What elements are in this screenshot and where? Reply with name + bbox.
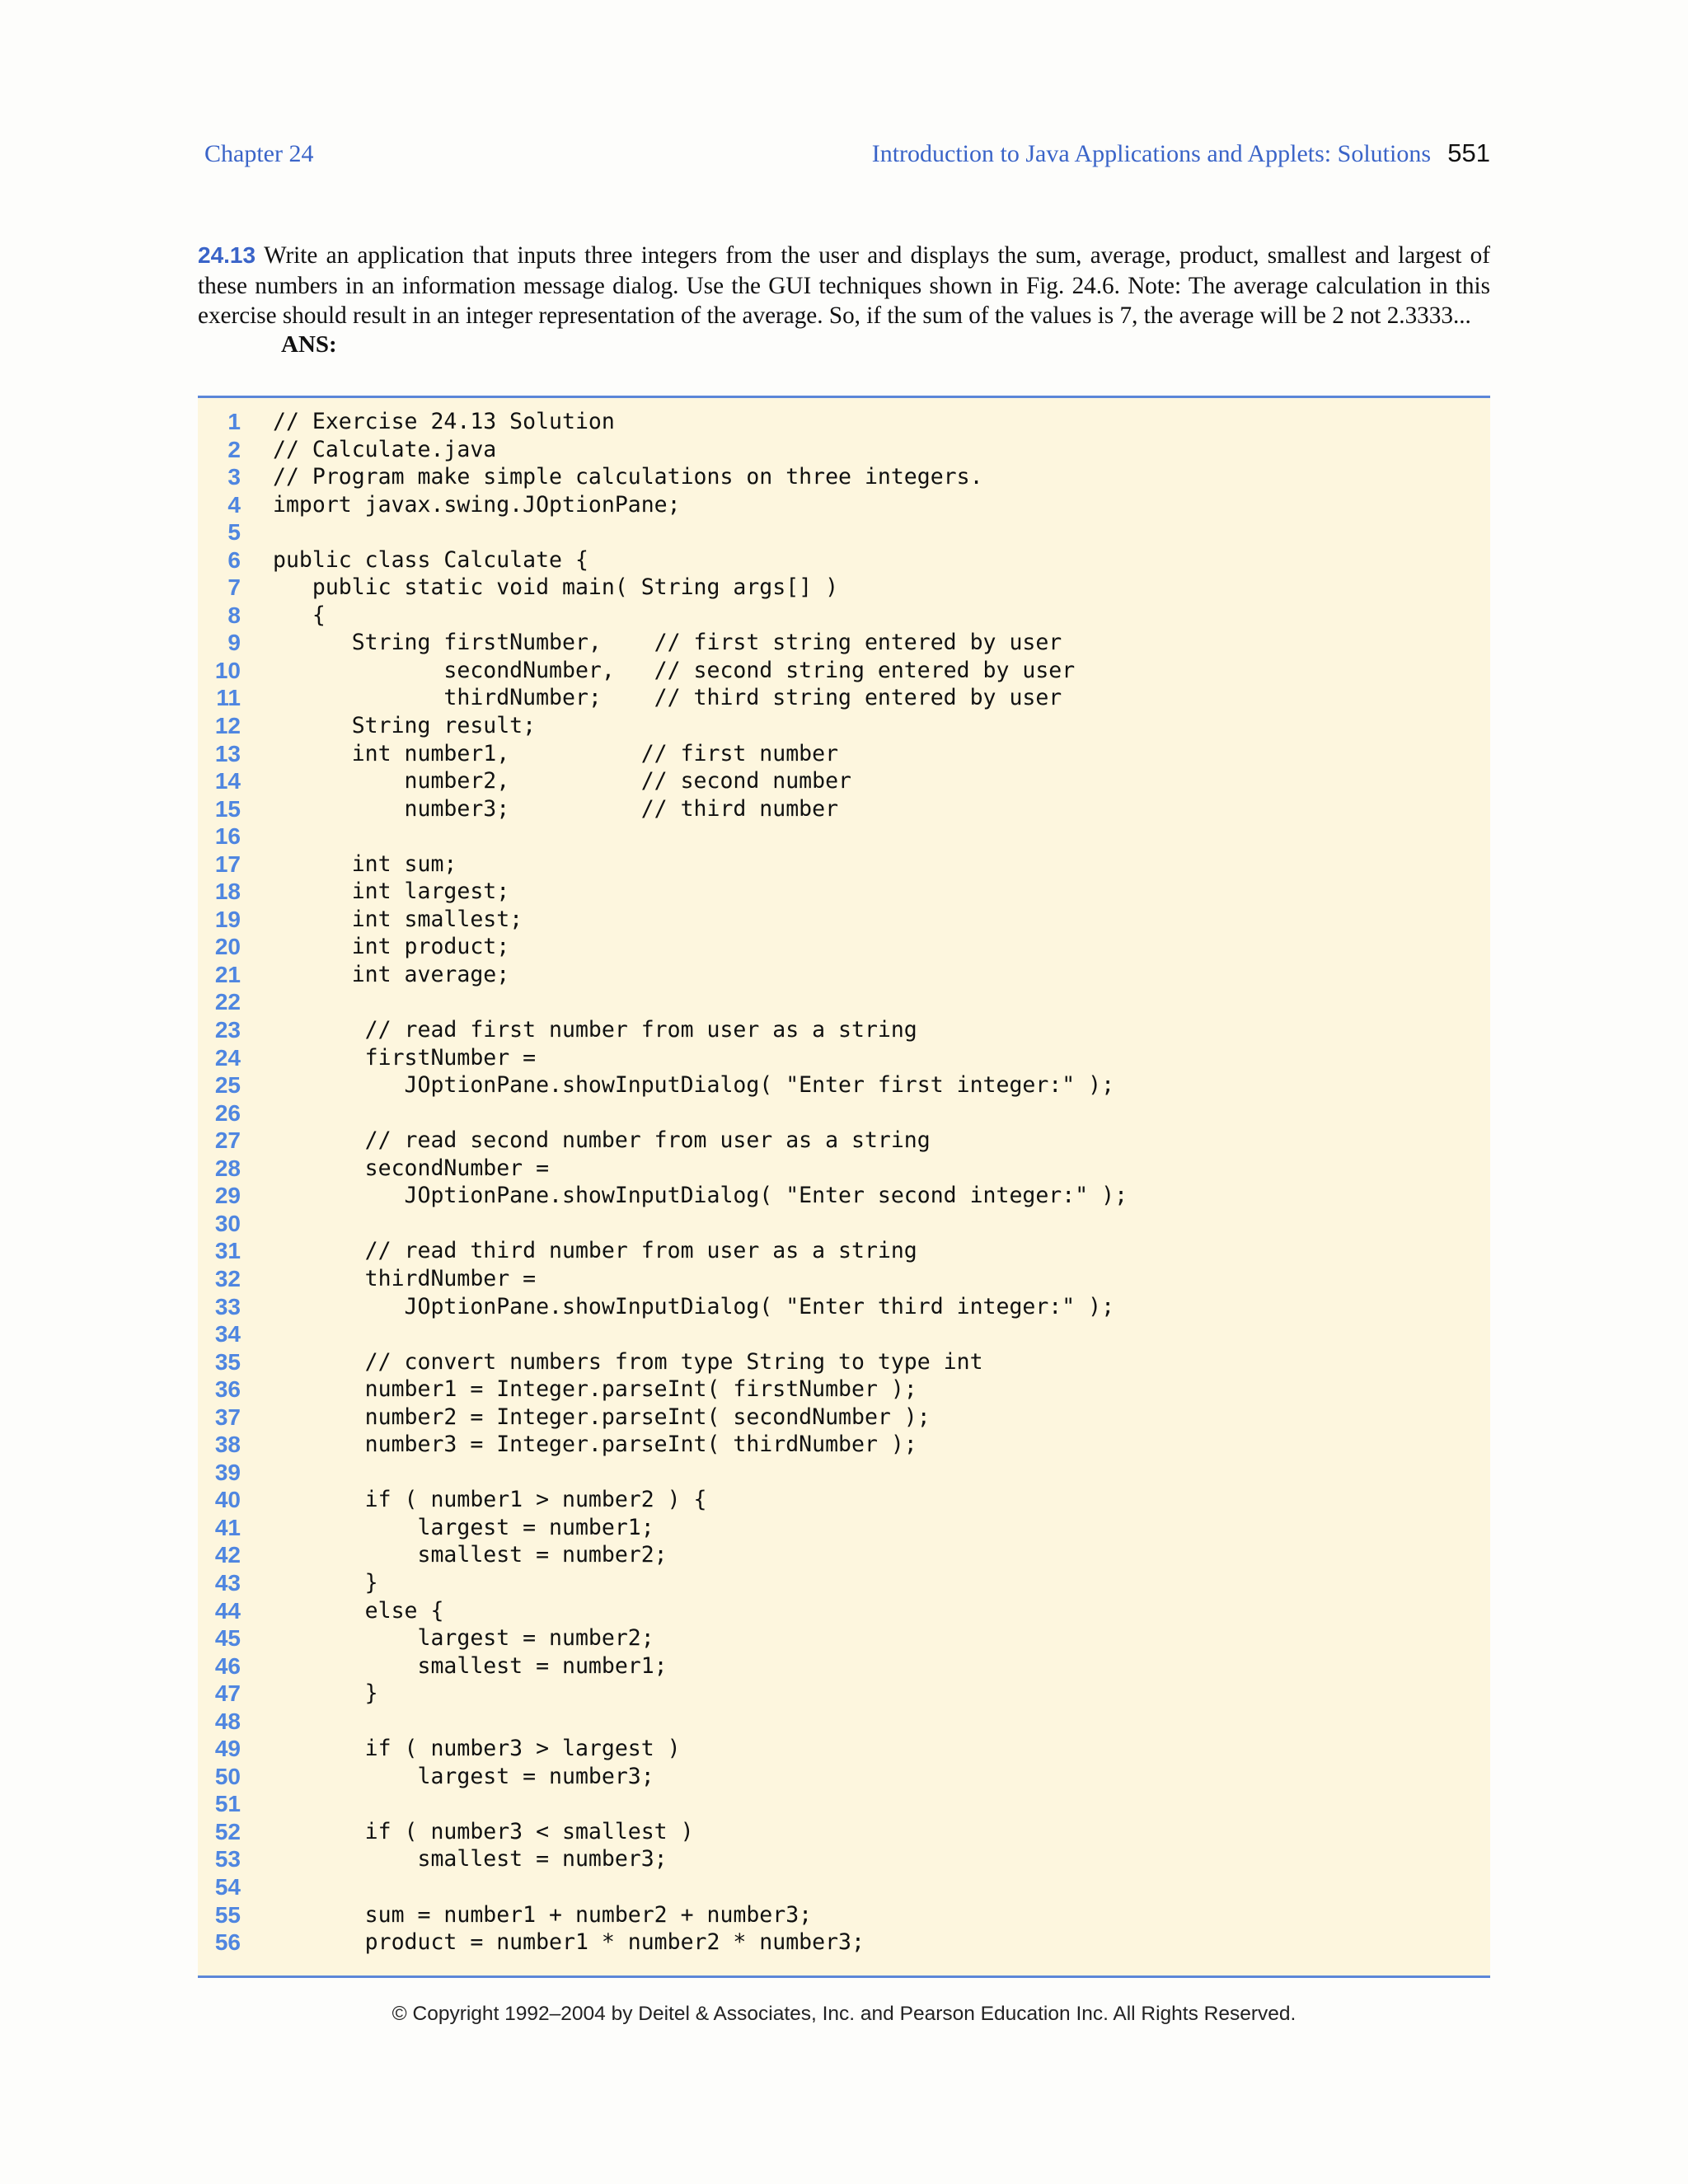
line-number: 4	[227, 491, 241, 518]
line-number: 46	[214, 1652, 241, 1679]
code-line	[198, 1071, 1490, 1099]
line-number: 16	[214, 823, 241, 850]
line-number: 42	[214, 1542, 241, 1568]
code-text: largest = number2;	[273, 1625, 654, 1652]
line-number: 54	[214, 1873, 241, 1900]
line-number: 30	[214, 1210, 241, 1236]
code-text: number3; // third number	[273, 795, 839, 822]
code-line	[198, 436, 1490, 464]
code-line	[198, 574, 1490, 602]
line-number: 33	[214, 1293, 241, 1319]
code-line	[198, 1901, 1490, 1929]
line-number: 17	[214, 851, 241, 877]
code-text: if ( number1 > number2 ) {	[273, 1487, 707, 1513]
code-text: {	[273, 602, 326, 628]
code-text: public class Calculate {	[273, 546, 588, 573]
code-text: largest = number3;	[273, 1763, 654, 1789]
code-line	[198, 1459, 1490, 1487]
code-line	[198, 906, 1490, 934]
code-text: product = number1 * number2 * number3;	[273, 1929, 865, 1956]
code-line	[198, 1431, 1490, 1459]
line-number: 3	[227, 464, 241, 490]
running-title: Introduction to Java Applications and Applets: Solutions	[871, 140, 1431, 167]
code-text: int smallest;	[273, 906, 523, 932]
code-text: public static void main( String args[] )	[273, 574, 839, 601]
line-number: 24	[214, 1044, 241, 1071]
line-number: 8	[227, 602, 241, 628]
code-text: int average;	[273, 961, 510, 987]
page-number: 551	[1447, 138, 1490, 167]
code-line	[198, 1099, 1490, 1127]
line-number: 48	[214, 1708, 241, 1734]
code-text: else {	[273, 1597, 444, 1624]
code-line	[198, 851, 1490, 879]
line-number: 23	[214, 1017, 241, 1043]
code-text: number2 = Integer.parseInt( secondNumber );	[273, 1404, 931, 1430]
code-text: number3 = Integer.parseInt( thirdNumber );	[273, 1432, 917, 1458]
code-text: secondNumber =	[273, 1155, 550, 1181]
chapter-label: Chapter 24	[204, 140, 314, 167]
line-number: 13	[214, 740, 241, 766]
code-line	[198, 1486, 1490, 1514]
code-listing	[198, 396, 1490, 1978]
code-text: JOptionPane.showInputDialog( "Enter second integer:" );	[273, 1183, 1128, 1209]
line-number: 14	[214, 768, 241, 794]
code-line	[198, 1293, 1490, 1321]
line-number: 12	[214, 713, 241, 739]
line-number: 31	[214, 1238, 241, 1264]
code-line	[198, 1320, 1490, 1348]
line-number: 9	[227, 630, 241, 656]
code-text: int largest;	[273, 879, 510, 905]
line-number: 22	[214, 989, 241, 1015]
code-line	[198, 518, 1490, 546]
code-line	[198, 408, 1490, 436]
code-line	[198, 1763, 1490, 1791]
line-number: 39	[214, 1459, 241, 1485]
code-line	[198, 1929, 1490, 1957]
code-line	[198, 1044, 1490, 1072]
code-line	[198, 712, 1490, 740]
code-lines	[198, 408, 1490, 1957]
line-number: 44	[214, 1597, 241, 1624]
code-text: }	[273, 1569, 378, 1596]
code-text: }	[273, 1680, 378, 1707]
line-number: 28	[214, 1155, 241, 1181]
code-line	[198, 1127, 1490, 1155]
code-line	[198, 823, 1490, 851]
code-text: smallest = number1;	[273, 1652, 668, 1679]
code-line	[198, 684, 1490, 712]
line-number: 20	[214, 934, 241, 960]
code-text: int number1, // first number	[273, 740, 839, 766]
line-number: 56	[214, 1929, 241, 1956]
code-text: // Calculate.java	[273, 436, 497, 462]
line-number: 50	[214, 1763, 241, 1789]
line-number: 45	[214, 1625, 241, 1652]
code-text: // read third number from user as a string	[273, 1238, 917, 1264]
code-line	[198, 961, 1490, 989]
line-number: 32	[214, 1265, 241, 1291]
line-number: 47	[214, 1680, 241, 1707]
code-line	[198, 1182, 1490, 1210]
code-text: JOptionPane.showInputDialog( "Enter first integer:" );	[273, 1072, 1115, 1099]
line-number: 53	[214, 1846, 241, 1872]
code-text: smallest = number2;	[273, 1542, 668, 1568]
line-number: 51	[214, 1791, 241, 1817]
code-text: smallest = number3;	[273, 1846, 668, 1872]
code-line	[198, 1790, 1490, 1818]
code-line	[198, 1376, 1490, 1404]
code-line	[198, 1404, 1490, 1432]
code-text: if ( number3 > largest )	[273, 1736, 681, 1762]
code-line	[198, 1210, 1490, 1238]
code-line	[198, 933, 1490, 961]
code-line	[198, 1348, 1490, 1376]
line-number: 34	[214, 1321, 241, 1347]
line-number: 5	[227, 519, 241, 546]
line-number: 7	[227, 574, 241, 601]
line-number: 26	[214, 1099, 241, 1126]
code-line	[198, 740, 1490, 768]
code-text: JOptionPane.showInputDialog( "Enter third integer:" );	[273, 1293, 1115, 1319]
line-number: 55	[214, 1901, 241, 1928]
code-text: sum = number1 + number2 + number3;	[273, 1901, 813, 1928]
exercise-text: Write an application that inputs three integers from the user and displays the sum, average, product, smallest and largest of these numbers in an information message dialog. Use the GUI techniques shown in Fig. 24.6. Note: The average calculation in this exercise should result in an integer representation of the average. So, if the sum of the values is 7, the average will be 2 not 2.3333...	[198, 242, 1490, 329]
code-text: import javax.swing.JOptionPane;	[273, 491, 681, 518]
line-number: 52	[214, 1818, 241, 1844]
line-number: 11	[216, 685, 241, 711]
code-line	[198, 602, 1490, 630]
code-line	[198, 546, 1490, 574]
exercise-number: 24.13	[198, 242, 256, 268]
code-line	[198, 1016, 1490, 1044]
code-line	[198, 795, 1490, 823]
line-number: 41	[214, 1514, 241, 1540]
code-text: // Program make simple calculations on three integers.	[273, 464, 983, 490]
code-line	[198, 1680, 1490, 1708]
code-line	[198, 1845, 1490, 1873]
code-text: largest = number1;	[273, 1514, 654, 1540]
code-line	[198, 1624, 1490, 1652]
line-number: 29	[214, 1183, 241, 1209]
code-line	[198, 1265, 1490, 1293]
code-text: String firstNumber, // first string entered by user	[273, 630, 1062, 656]
code-line	[198, 988, 1490, 1016]
copyright-footer: © Copyright 1992–2004 by Deitel & Associates, Inc. and Pearson Education Inc. All Rights Reserved.	[392, 2003, 1296, 2025]
line-number: 38	[214, 1432, 241, 1458]
code-line	[198, 1873, 1490, 1901]
line-number: 18	[214, 879, 241, 905]
line-number: 15	[214, 795, 241, 822]
line-number: 49	[214, 1736, 241, 1762]
code-line	[198, 1818, 1490, 1846]
code-line	[198, 1597, 1490, 1625]
code-line	[198, 463, 1490, 491]
code-line	[198, 629, 1490, 657]
code-text: // read first number from user as a string	[273, 1017, 917, 1043]
code-line	[198, 1708, 1490, 1736]
code-line	[198, 657, 1490, 685]
code-line	[198, 878, 1490, 906]
line-number: 35	[214, 1348, 241, 1375]
line-number: 43	[214, 1569, 241, 1596]
line-number: 25	[214, 1072, 241, 1099]
code-line	[198, 1237, 1490, 1265]
code-text: if ( number3 < smallest )	[273, 1818, 694, 1844]
line-number: 36	[214, 1376, 241, 1403]
code-text: int sum;	[273, 851, 457, 877]
code-line	[198, 767, 1490, 795]
code-text: String result;	[273, 713, 537, 739]
code-text: firstNumber =	[273, 1044, 537, 1071]
line-number: 37	[214, 1404, 241, 1430]
code-line	[198, 1652, 1490, 1680]
line-number: 2	[227, 436, 241, 462]
code-text: // convert numbers from type String to type int	[273, 1348, 983, 1375]
line-number: 10	[214, 657, 241, 683]
code-text: thirdNumber; // third string entered by user	[273, 685, 1062, 711]
code-line	[198, 491, 1490, 519]
code-text: thirdNumber =	[273, 1265, 537, 1291]
line-number: 40	[214, 1487, 241, 1513]
line-number: 21	[214, 961, 241, 987]
line-number: 1	[227, 409, 241, 434]
code-text: number2, // second number	[273, 768, 851, 794]
answer-label: ANS:	[281, 331, 337, 358]
code-line	[198, 1569, 1490, 1597]
code-line	[198, 1541, 1490, 1569]
line-number: 19	[214, 906, 241, 932]
code-text: number1 = Integer.parseInt( firstNumber );	[273, 1376, 917, 1403]
code-line	[198, 1514, 1490, 1542]
exercise-statement	[198, 241, 1490, 331]
line-number: 6	[227, 546, 241, 573]
code-text: int product;	[273, 934, 510, 960]
line-number: 27	[214, 1127, 241, 1154]
code-line	[198, 1155, 1490, 1183]
code-text: // read second number from user as a string	[273, 1127, 931, 1154]
code-text: secondNumber, // second string entered by user	[273, 657, 1076, 683]
code-line	[198, 1735, 1490, 1763]
code-text: // Exercise 24.13 Solution	[273, 409, 615, 434]
